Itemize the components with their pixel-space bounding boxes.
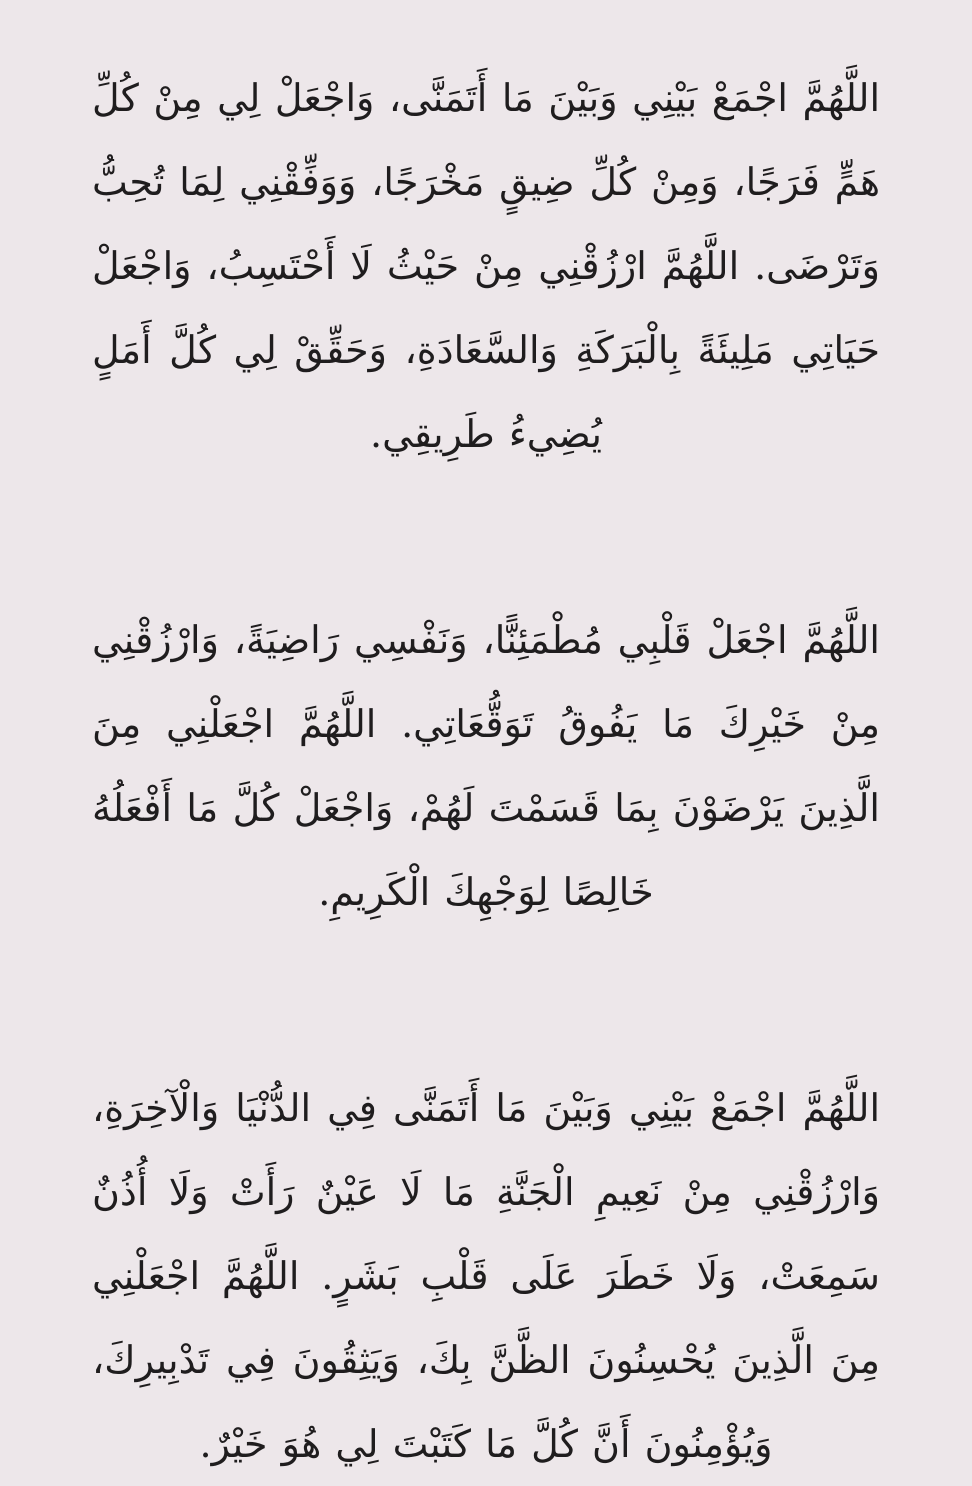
prayer-paragraph-1: اللَّهُمَّ اجْمَعْ بَيْنِي وَبَيْنَ مَا أَتَمَنَّى، وَاجْعَلْ لِي مِنْ كُلِّ هَمٍّ فَرَجًا، وَمِنْ كُلِّ ضِيقٍ مَخْرَجًا، وَوَفِّقْنِي لِمَا تُحِبُّ وَتَرْضَى. اللَّهُمَّ ارْزُقْنِي مِنْ حَيْثُ لَا أَحْتَسِبُ، وَاجْعَلْ حَيَاتِي مَلِيئَةً بِالْبَرَكَةِ وَالسَّعَادَةِ، وَحَقِّقْ لِي كُلَّ أَمَلٍ يُضِيءُ طَرِيقِي. <box>92 76 880 456</box>
prayer-paragraph-2: اللَّهُمَّ اجْعَلْ قَلْبِي مُطْمَئِنًّا، وَنَفْسِي رَاضِيَةً، وَارْزُقْنِي مِنْ خَيْرِكَ مَا يَفُوقُ تَوَقُّعَاتِي. اللَّهُمَّ اجْعَلْنِي مِنَ الَّذِينَ يَرْضَوْنَ بِمَا قَسَمْتَ لَهُمْ، وَاجْعَلْ كُلَّ مَا أَفْعَلُهُ خَالِصًا لِوَجْهِكَ الْكَرِيمِ. <box>92 618 880 914</box>
prayer-paragraph-3: اللَّهُمَّ اجْمَعْ بَيْنِي وَبَيْنَ مَا أَتَمَنَّى فِي الدُّنْيَا وَالْآخِرَةِ، وَارْزُقْنِي مِنْ نَعِيمِ الْجَنَّةِ مَا لَا عَيْنٌ رَأَتْ وَلَا أُذُنٌ سَمِعَتْ، وَلَا خَطَرَ عَلَى قَلْبِ بَشَرٍ. اللَّهُمَّ اجْعَلْنِي مِنَ الَّذِينَ يُحْسِنُونَ الظَّنَّ بِكَ، وَيَثِقُونَ فِي تَدْبِيرِكَ، وَيُؤْمِنُونَ أَنَّ كُلَّ مَا كَتَبْتَ لِي هُوَ خَيْرٌ. <box>92 1086 880 1466</box>
